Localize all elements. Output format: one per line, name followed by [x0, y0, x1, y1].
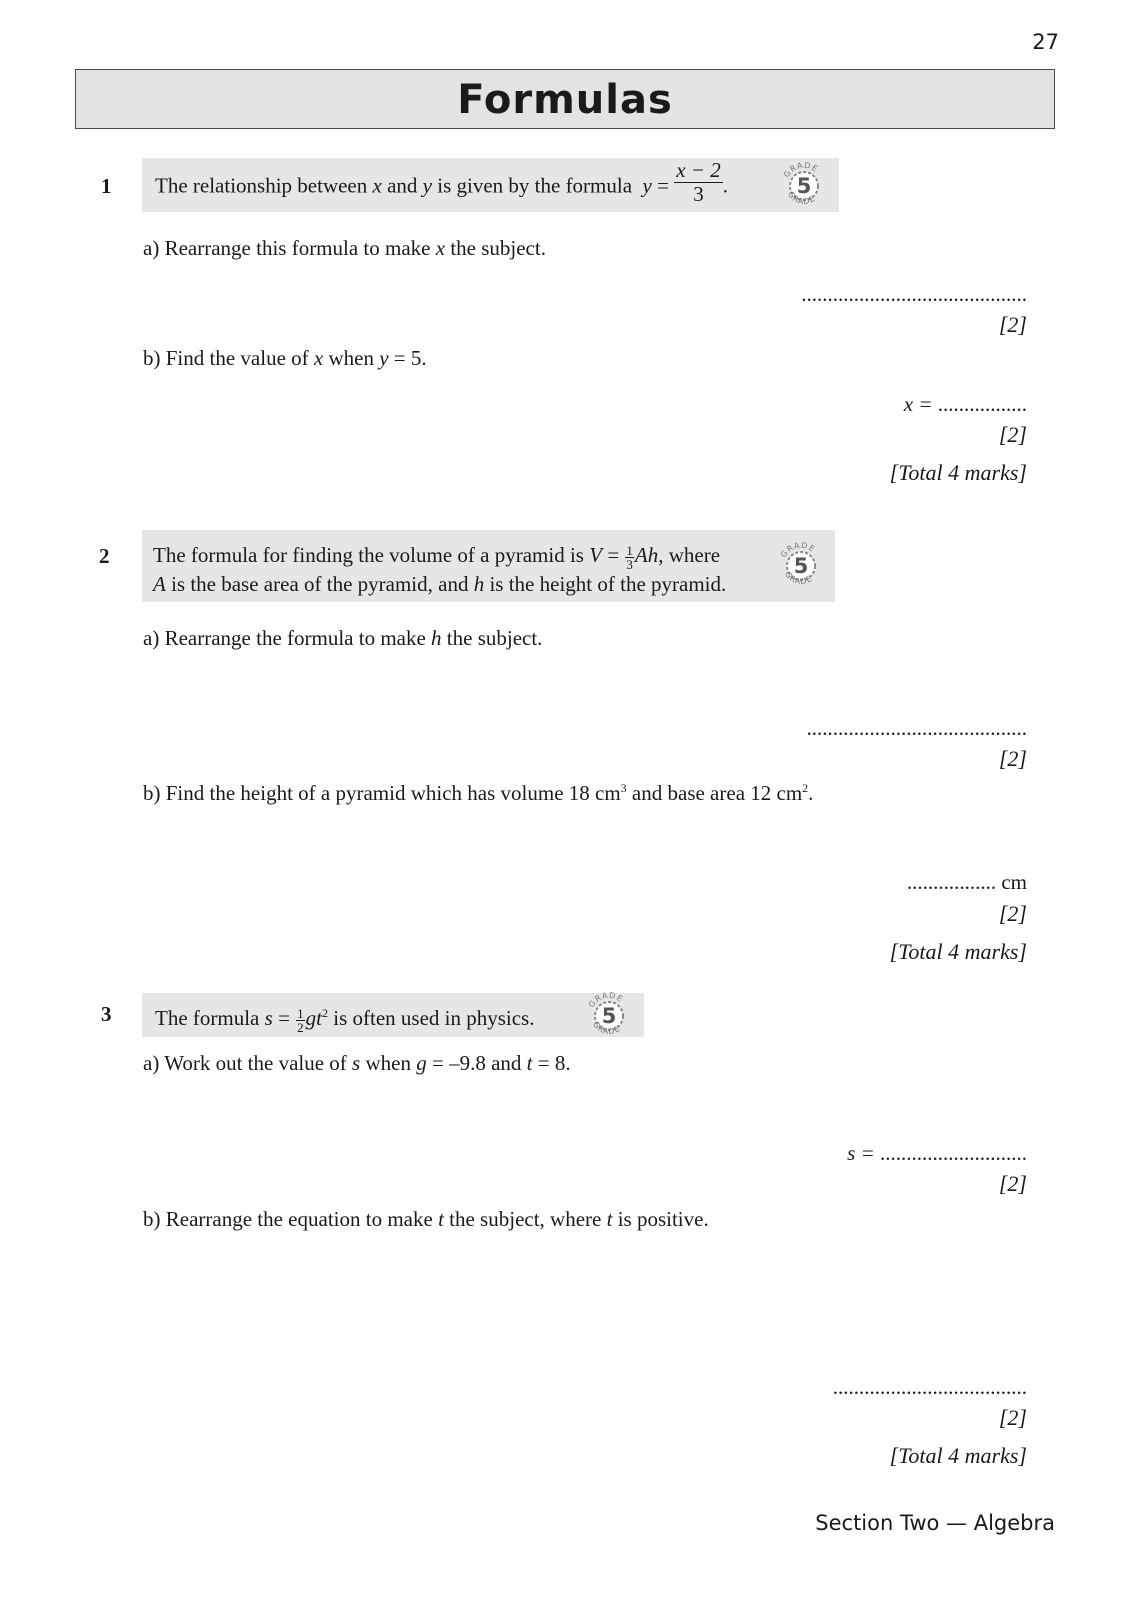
grade-5-badge-icon: [583, 990, 635, 1042]
marks-3b: [2]: [998, 1405, 1027, 1430]
svg-text:5: 5: [601, 1004, 617, 1028]
part-label: b): [143, 1207, 161, 1231]
stem-text: is the height of the pyramid.: [489, 571, 727, 596]
superscript: 3: [620, 781, 627, 795]
answer-dots: ............................: [880, 1141, 1027, 1165]
period: .: [722, 173, 728, 198]
stem-text: is often used in physics.: [333, 1006, 535, 1030]
answer-lhs: x =: [903, 392, 933, 416]
question-number-2: 2: [99, 544, 110, 568]
svg-text:5: 5: [793, 554, 809, 578]
part-text: .: [808, 781, 814, 805]
question-2-stem: [142, 530, 835, 602]
answer-line-1a[interactable]: ...........................................: [801, 282, 1027, 306]
part-label: b): [143, 346, 161, 370]
grade-5-badge-icon: [778, 160, 830, 212]
part-text: when: [328, 346, 374, 370]
grade-5-badge-icon: [775, 540, 827, 592]
page-title: Formulas: [457, 77, 673, 123]
part-label: a): [143, 626, 160, 650]
variable-g: g: [416, 1051, 427, 1075]
stem-text: is the base area of the pyramid, and: [171, 571, 469, 596]
variable-x: x: [435, 236, 446, 260]
section-footer: Section Two — Algebra: [815, 1511, 1055, 1535]
total-marks-2: [Total 4 marks]: [889, 939, 1027, 964]
svg-text:GRADE: GRADE: [785, 189, 818, 207]
stem-line-2: [153, 571, 825, 598]
part-text: and base area 12 cm: [631, 781, 803, 805]
marks-1b: [2]: [998, 422, 1027, 447]
stem-text: The formula for finding the volume of a pyramid is: [153, 543, 584, 567]
part-label: a): [143, 1051, 160, 1075]
variable-x: x: [313, 346, 324, 370]
marks-2a: [2]: [998, 746, 1027, 771]
answer-unit: cm: [1001, 870, 1027, 894]
page-number: 27: [1032, 30, 1059, 54]
variable-h: h: [473, 571, 485, 596]
total-marks-3: [Total 4 marks]: [889, 1443, 1027, 1468]
variable-v: V: [589, 543, 603, 567]
answer-lhs: s =: [847, 1141, 875, 1165]
answer-line-1b[interactable]: [904, 392, 1027, 417]
svg-text:GRADE: GRADE: [778, 540, 817, 560]
part-label: b): [143, 781, 161, 805]
part-text: Find the value of: [165, 346, 309, 370]
variable-t: t: [438, 1207, 444, 1231]
part-text: = –9.8 and: [431, 1051, 522, 1075]
answer-dots: .................: [937, 392, 1027, 416]
svg-text:GRADE: GRADE: [586, 990, 625, 1010]
fraction: [296, 1007, 305, 1034]
svg-text:GRADE: GRADE: [590, 1019, 623, 1037]
question-3b: [143, 1207, 709, 1232]
title-banner: [75, 69, 1055, 129]
stem-text: and: [387, 173, 418, 198]
part-text: = 5.: [393, 346, 427, 370]
superscript: 2: [322, 1006, 328, 1020]
question-2a: [143, 626, 542, 651]
part-text: the subject.: [446, 626, 543, 650]
variable-h: h: [431, 626, 442, 650]
fraction: [625, 544, 634, 571]
variable-x: x: [372, 173, 382, 198]
marks-2b: [2]: [998, 901, 1027, 926]
variable-a: A: [153, 571, 166, 596]
svg-text:GRADE: GRADE: [781, 160, 820, 180]
fraction-denominator: 2: [297, 1019, 304, 1035]
question-3-stem: [142, 990, 644, 1037]
question-2b: [143, 781, 813, 806]
question-number-1: 1: [101, 174, 112, 198]
fraction-numerator: 1: [297, 1005, 304, 1021]
svg-text:5: 5: [796, 174, 812, 198]
equals-sign: =: [657, 173, 669, 198]
question-1b: [143, 346, 427, 371]
answer-line-3a[interactable]: [847, 1141, 1027, 1166]
marks-1a: [2]: [998, 312, 1027, 337]
part-label: a): [143, 236, 160, 260]
stem-line-1: [153, 542, 825, 571]
variable-ah: Ah: [634, 543, 659, 567]
question-1a: [143, 236, 546, 261]
variable-y: y: [422, 173, 432, 198]
part-text: Work out the value of: [164, 1051, 347, 1075]
fraction-numerator: 1: [626, 542, 633, 558]
part-text: is positive.: [617, 1207, 709, 1231]
superscript: 2: [802, 781, 809, 795]
fraction-denominator: 3: [693, 182, 704, 206]
stem-text: The formula: [155, 1006, 260, 1030]
stem-text: The relationship between: [155, 173, 368, 198]
equals-sign: =: [607, 543, 620, 567]
part-text: Rearrange the equation to make: [165, 1207, 433, 1231]
variable-s: s: [352, 1051, 361, 1075]
question-number-3: 3: [101, 1002, 112, 1026]
question-3a: [143, 1051, 571, 1076]
part-text: the subject.: [450, 236, 546, 260]
stem-text: is given by the formula: [437, 173, 633, 198]
part-text: = 8.: [537, 1051, 571, 1075]
total-marks-1: [Total 4 marks]: [889, 460, 1027, 485]
formula-lhs: y: [642, 173, 652, 198]
part-text: Rearrange the formula to make: [164, 626, 426, 650]
question-1-stem: [142, 158, 839, 212]
stem-text: , where: [658, 543, 721, 567]
answer-line-2b[interactable]: [907, 870, 1027, 895]
variable-t: t: [526, 1051, 533, 1075]
svg-text:GRADE: GRADE: [782, 569, 815, 587]
answer-dots: .................: [906, 870, 997, 894]
variable-t: t: [606, 1207, 613, 1231]
variable-s: s: [264, 1006, 273, 1030]
fraction: [674, 160, 723, 205]
fraction-denominator: 3: [626, 556, 633, 572]
marks-3a: [2]: [998, 1171, 1027, 1196]
answer-line-2a[interactable]: ..........................................: [806, 716, 1027, 740]
part-text: Rearrange this formula to make: [164, 236, 431, 260]
variable-y: y: [379, 346, 389, 370]
variable-gt: gt: [305, 1006, 322, 1030]
answer-line-3b[interactable]: .....................................: [832, 1375, 1027, 1399]
fraction-numerator: x − 2: [676, 158, 721, 182]
part-text: when: [365, 1051, 411, 1075]
equals-sign: =: [278, 1006, 290, 1030]
part-text: the subject, where: [449, 1207, 602, 1231]
part-text: Find the height of a pyramid which has volume 18 cm: [165, 781, 621, 805]
